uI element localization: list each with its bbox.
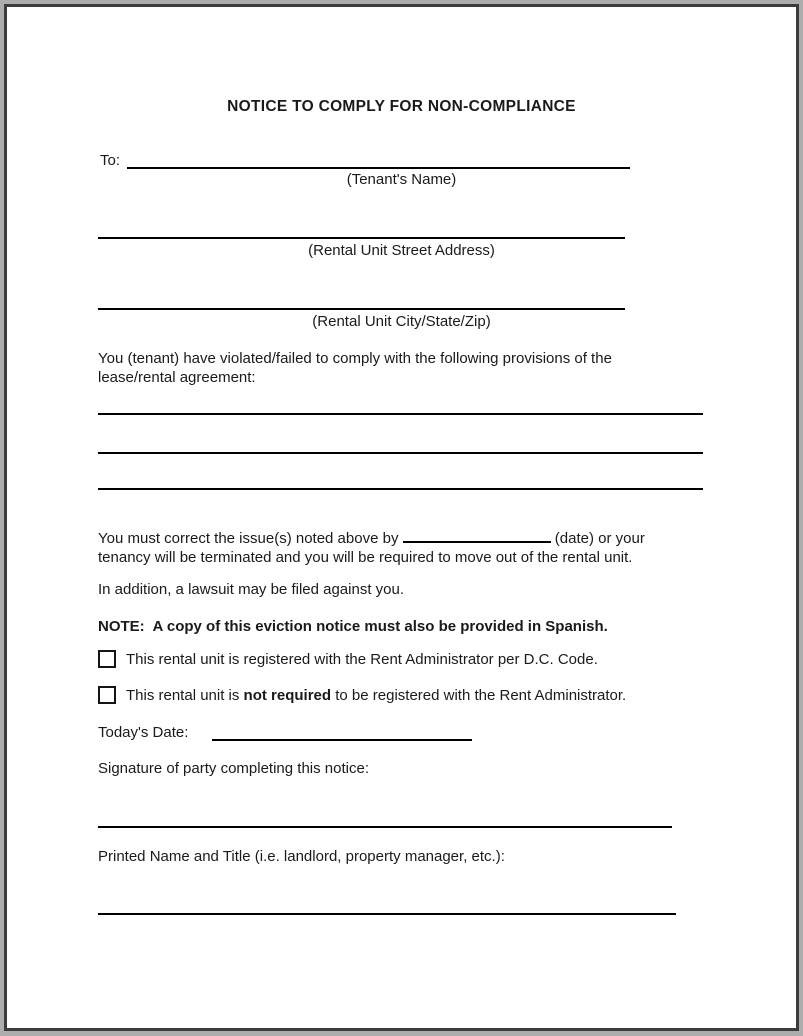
correction-deadline-text	[98, 527, 668, 567]
tenant-name-blank[interactable]	[127, 150, 630, 169]
to-label: To:	[100, 152, 121, 169]
violation-blank-line-2[interactable]	[98, 452, 703, 454]
tenant-name-caption: (Tenant's Name)	[346, 171, 457, 188]
street-address-caption: (Rental Unit Street Address)	[308, 242, 495, 259]
not-required-checkbox[interactable]	[98, 686, 116, 704]
todays-date-row	[98, 723, 472, 741]
correction-date-blank[interactable]	[403, 527, 551, 543]
not-required-label-pre: This rental unit is	[126, 686, 244, 704]
todays-date-label: Today's Date:	[98, 724, 189, 741]
printed-name-label: Printed Name and Title (i.e. landlord, property manager, etc.):	[98, 848, 505, 865]
not-required-checkbox-label	[126, 687, 626, 704]
city-state-zip-blank[interactable]	[98, 288, 625, 310]
city-state-zip-caption: (Rental Unit City/State/Zip)	[312, 313, 491, 330]
not-required-label-post: to be registered with the Rent Administrator.	[331, 686, 627, 704]
to-field-row	[100, 150, 630, 169]
todays-date-blank[interactable]	[212, 723, 472, 741]
correction-text-before: You must correct the issue(s) noted above by	[98, 530, 403, 547]
registered-checkbox[interactable]	[98, 650, 116, 668]
violation-blank-line-1[interactable]	[98, 413, 703, 415]
street-address-blank[interactable]	[98, 217, 625, 239]
printed-name-blank[interactable]	[98, 893, 676, 915]
signature-blank[interactable]	[98, 806, 672, 828]
registered-checkbox-label: This rental unit is registered with the Rent Administrator per D.C. Code.	[126, 650, 598, 668]
violation-blank-line-3[interactable]	[98, 488, 703, 490]
form-title: NOTICE TO COMPLY FOR NON-COMPLIANCE	[227, 98, 576, 115]
violation-intro-text: You (tenant) have violated/failed to comply with the following provisions of the lease/rental agreement:	[98, 350, 617, 386]
spanish-note-text: NOTE: A copy of this eviction notice must also be provided in Spanish.	[98, 618, 608, 635]
correction-text-after: (date) or your tenancy will be terminated and you will be required to move out of the rental unit.	[98, 530, 649, 566]
not-required-label-bold: not required	[243, 686, 332, 704]
registered-checkbox-row	[98, 650, 598, 668]
not-required-checkbox-row	[98, 686, 626, 704]
signature-label: Signature of party completing this notice:	[98, 760, 369, 777]
lawsuit-text: In addition, a lawsuit may be filed against you.	[98, 581, 405, 598]
